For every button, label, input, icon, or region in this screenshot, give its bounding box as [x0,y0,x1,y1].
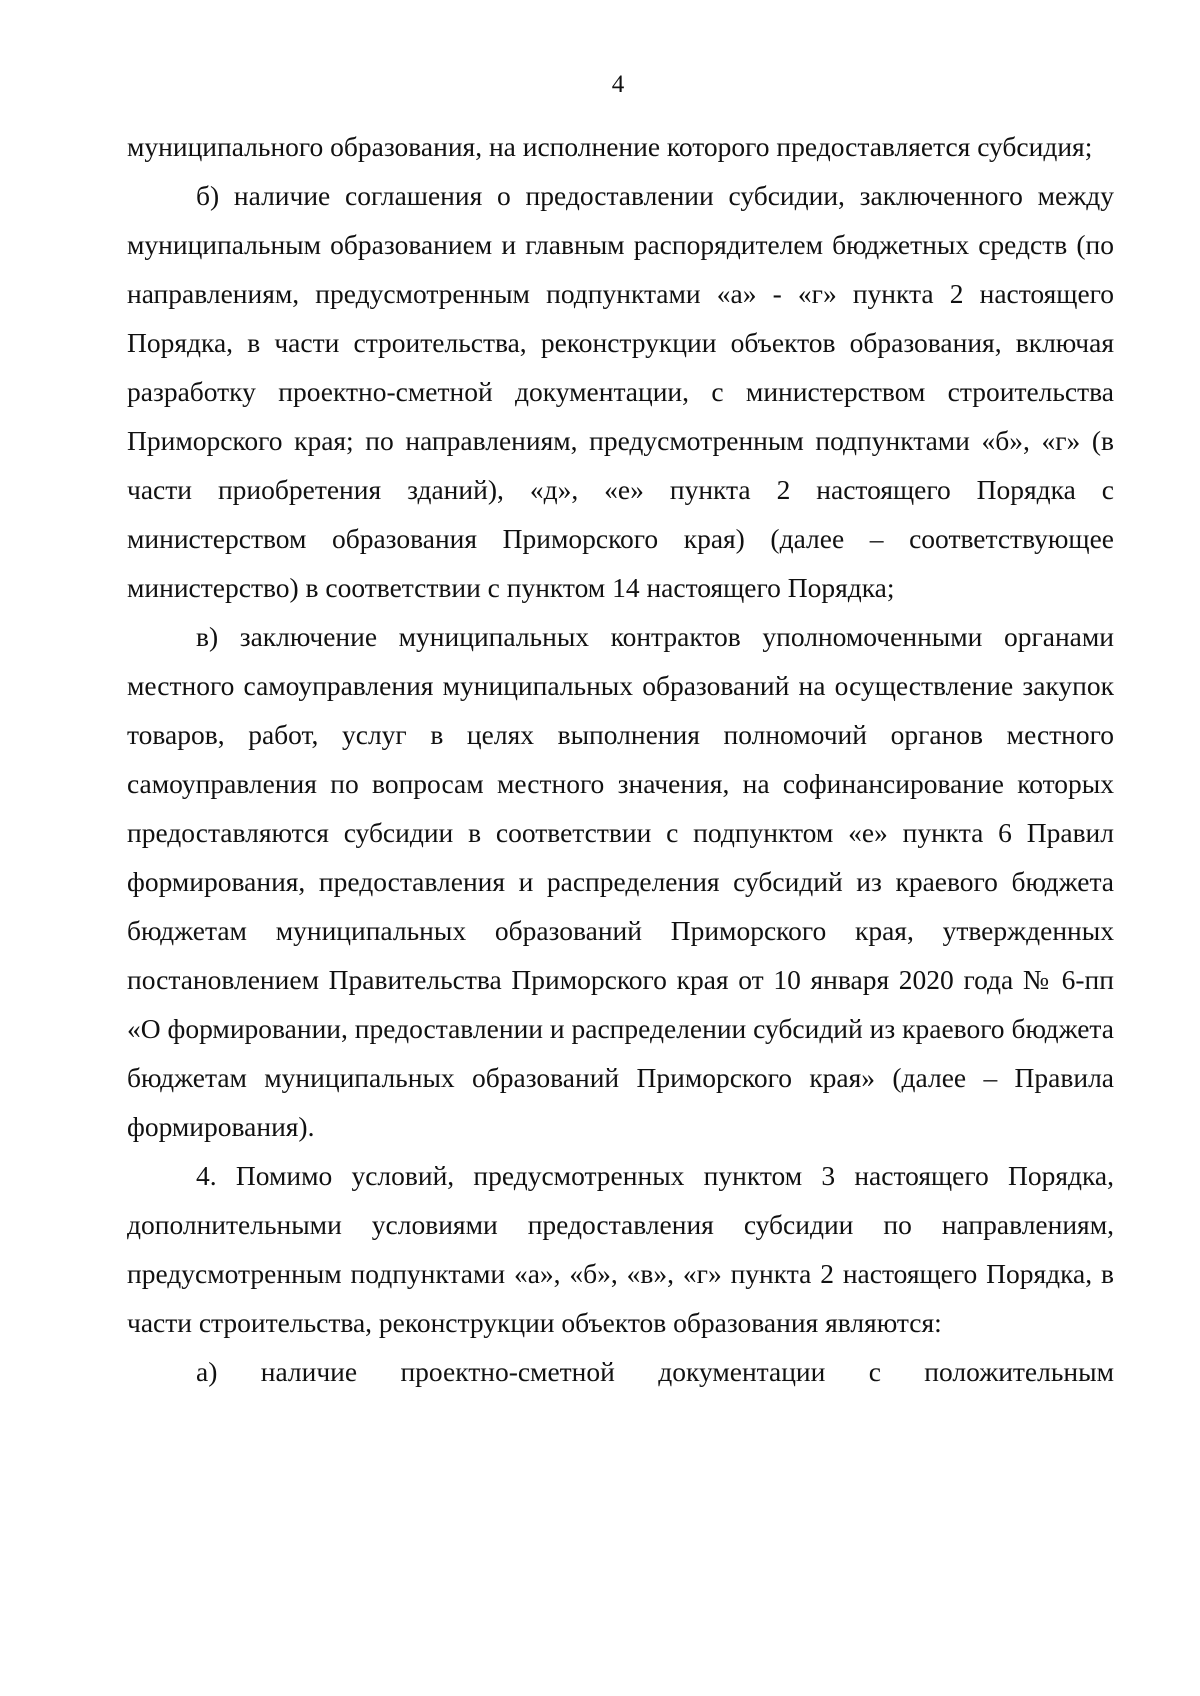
paragraph-continuation: муниципального образования, на исполнение которого предоставляется субсидия; [127,131,1093,162]
paragraph-item-v: в) заключение муниципальных контрактов уполномоченными органами местного самоуправления муниципальных образований на осуществление закупок товаров, работ, услуг в целях выполнения полномочий органов местного самоуправления по вопросам местного значения, на софинансирование которых предоставляются субсидии в соответствии с подпунктом «е» пункта 6 Правил формирования, предоставления и распределения субсидий из краевого бюджета бюджетам муниципальных образований Приморского края, утвержденных постановлением Правительства Приморского края от 10 января 2020 года № 6-пп «О формировании, предоставлении и распределении субсидий из краевого бюджета бюджетам муниципальных образований Приморского края» (далее – Правила формирования). [127,621,1114,1142]
page-number: 4 [611,71,625,98]
paragraph-item-b: б) наличие соглашения о предоставлении субсидии, заключенного между муниципальным образованием и главным распорядителем бюджетных средств (по направлениям, предусмотренным подпунктами «а» - «г» пункта 2 настоящего Порядка, в части строительства, реконструкции объектов образования, включая разработку проектно-сметной документации, с министерством строительства Приморского края; по направлениям, предусмотренным подпунктами «б», «г» (в части приобретения зданий), «д», «е» пункта 2 настоящего Порядка с министерством образования Приморского края) (далее – соответствующее министерство) в соответствии с пунктом 14 настоящего Порядка; [127,180,1114,603]
document-body [127,122,1114,1396]
paragraph-point-4: 4. Помимо условий, предусмотренных пунктом 3 настоящего Порядка, дополнительными условиями предоставления субсидии по направлениям, предусмотренным подпунктами «а», «б», «в», «г» пункта 2 настоящего Порядка, в части строительства, реконструкции объектов образования являются: [127,1160,1114,1338]
paragraph-item-a: а) наличие проектно-сметной документации с положительным [196,1356,1114,1387]
